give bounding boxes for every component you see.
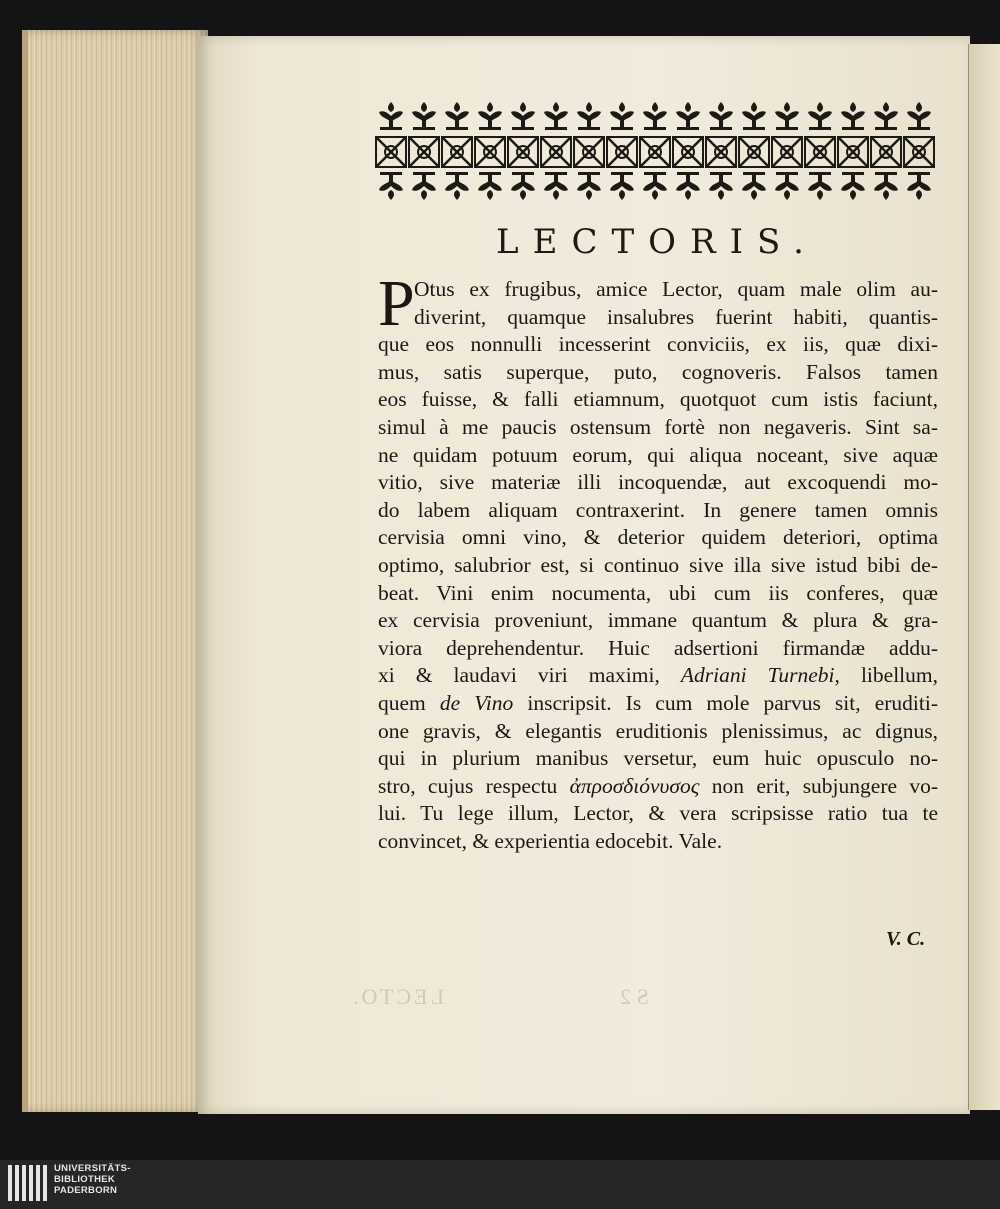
ornament-motif [907, 172, 931, 200]
ornament-motif [412, 102, 436, 130]
text-line [378, 662, 938, 690]
text-line: convincet, & experientia edocebit. Vale. [378, 828, 723, 853]
ornament-motif [739, 137, 769, 167]
ornament-motif [904, 137, 934, 167]
library-name-line: BIBLIOTHEK [54, 1174, 116, 1185]
text-line [378, 773, 938, 801]
library-logo-icon [8, 1163, 48, 1203]
ornament-motif [442, 137, 472, 167]
ornament-motif [709, 102, 733, 130]
ornament-motif [808, 172, 832, 200]
ornament-motif [640, 137, 670, 167]
ornament-motif [772, 137, 802, 167]
ornamental-headpiece [374, 100, 940, 204]
bleed-through-signature: S 2 [620, 984, 649, 1009]
text-line: cervisia omni vino, & deterior quidem deteriori, optima [378, 525, 938, 550]
ornament-motif [643, 172, 667, 200]
italic-name: Adriani Turnebi [680, 663, 835, 688]
text-line: optimo, salubrior est, si continuo sive illa sive istud bibi de- [378, 552, 938, 577]
text-segment: , libellum, [834, 663, 938, 688]
text-line: beat. Vini enim nocumenta, ubi cum iis conferes, quæ [378, 580, 938, 605]
ornament-motif [574, 137, 604, 167]
text-segment: non erit, subjungere vo- [699, 773, 938, 798]
ornament-motif [508, 137, 538, 167]
ornament-motif [742, 102, 766, 130]
book-page-edges [22, 30, 208, 1112]
bleed-through-text: LECTO. [350, 984, 444, 1009]
catchword: V. C. [886, 928, 926, 950]
text-line: eos fuisse, & falli etiamnum, quotquot cum istis faciunt, [378, 387, 938, 412]
text-line: vitio, sive materiæ illi incoquendæ, aut excoquendi mo- [378, 470, 938, 495]
ornament-motif [676, 172, 700, 200]
ornament-motif [775, 172, 799, 200]
ornament-motif [379, 102, 403, 130]
ornament-motif [742, 172, 766, 200]
ornament-motif [907, 102, 931, 130]
text-line: diverint, quamque insalubres fuerint habiti, quantis- [414, 304, 938, 329]
text-segment: xi & laudavi viri maximi, [378, 663, 681, 688]
body-text [378, 267, 938, 855]
text-line: qui in plurium manibus versetur, eum huic opusculo no- [378, 746, 938, 771]
ornament-motif [475, 137, 505, 167]
drop-cap: P [378, 267, 415, 340]
ornament-motif [541, 137, 571, 167]
library-name-line: UNIVERSITÄTS- [54, 1163, 131, 1174]
ornament-motif [874, 102, 898, 130]
text-line: que eos nonnulli incesserint conviciis, ex iis, quæ dixi- [378, 332, 938, 357]
ornament-motif [445, 102, 469, 130]
ornament-motif [874, 172, 898, 200]
library-name-line: PADERBORN [54, 1185, 118, 1196]
ornament-motif [511, 102, 535, 130]
ornament-motif [511, 172, 535, 200]
ornament-motif [376, 137, 406, 167]
text-line: mus, satis superque, puto, cognoveris. Falsos tamen [378, 359, 938, 384]
ornament-motif [379, 172, 403, 200]
ornament-motif [841, 172, 865, 200]
page-heading: LECTORIS. [496, 222, 818, 262]
ornament-motif [610, 102, 634, 130]
text-line: ne quidam potuum eorum, qui aliqua noceant, sive aquæ [378, 442, 938, 467]
ornament-motif [478, 172, 502, 200]
ornament-motif [577, 102, 601, 130]
ornament-motif [676, 102, 700, 130]
text-line: lui. Tu lege illum, Lector, & vera scripsisse ratio tua te [378, 801, 938, 826]
ornament-motif [409, 137, 439, 167]
text-segment: quem [378, 690, 440, 715]
ornament-motif [673, 137, 703, 167]
library-name [54, 1163, 131, 1196]
footer-bar [0, 1160, 1000, 1209]
ornament-motif [838, 137, 868, 167]
italic-title: de Vino [439, 690, 514, 715]
ornament-motif [871, 137, 901, 167]
ornament-motif [577, 172, 601, 200]
next-page-edge [968, 44, 1000, 1110]
ornament-motif [706, 137, 736, 167]
ornament-motif [544, 172, 568, 200]
ornament-motif [709, 172, 733, 200]
text-segment: inscripsit. Is cum mole parvus sit, eruditi- [513, 690, 938, 715]
ornament-motif [643, 102, 667, 130]
text-line: ex cervisia proveniunt, immane quantum & plura & gra- [378, 608, 938, 633]
ornament-motif [478, 102, 502, 130]
ornament-motif [808, 102, 832, 130]
text-line: do labem aliquam contraxerint. In genere tamen omnis [378, 497, 938, 522]
text-line: one gravis, & elegantis eruditionis plenissimus, ac dignus, [378, 718, 938, 743]
text-line: simul à me paucis ostensum fortè non negaveris. Sint sa- [378, 414, 938, 439]
ornament-motif [610, 172, 634, 200]
ornament-motif [445, 172, 469, 200]
ornament-motif [805, 137, 835, 167]
text-line: Otus ex frugibus, amice Lector, quam male olim au- [414, 277, 938, 301]
text-line [378, 690, 938, 718]
ornament-motif [607, 137, 637, 167]
ornament-motif [412, 172, 436, 200]
text-segment: stro, cujus respectu [378, 773, 570, 798]
ornament-motif [544, 102, 568, 130]
ornament-motif [775, 102, 799, 130]
ornament-motif [841, 102, 865, 130]
text-line: viora deprehendentur. Huic adsertioni firmandæ addu- [378, 635, 938, 660]
greek-word: ἀπροσδιόνυσος [569, 773, 700, 798]
